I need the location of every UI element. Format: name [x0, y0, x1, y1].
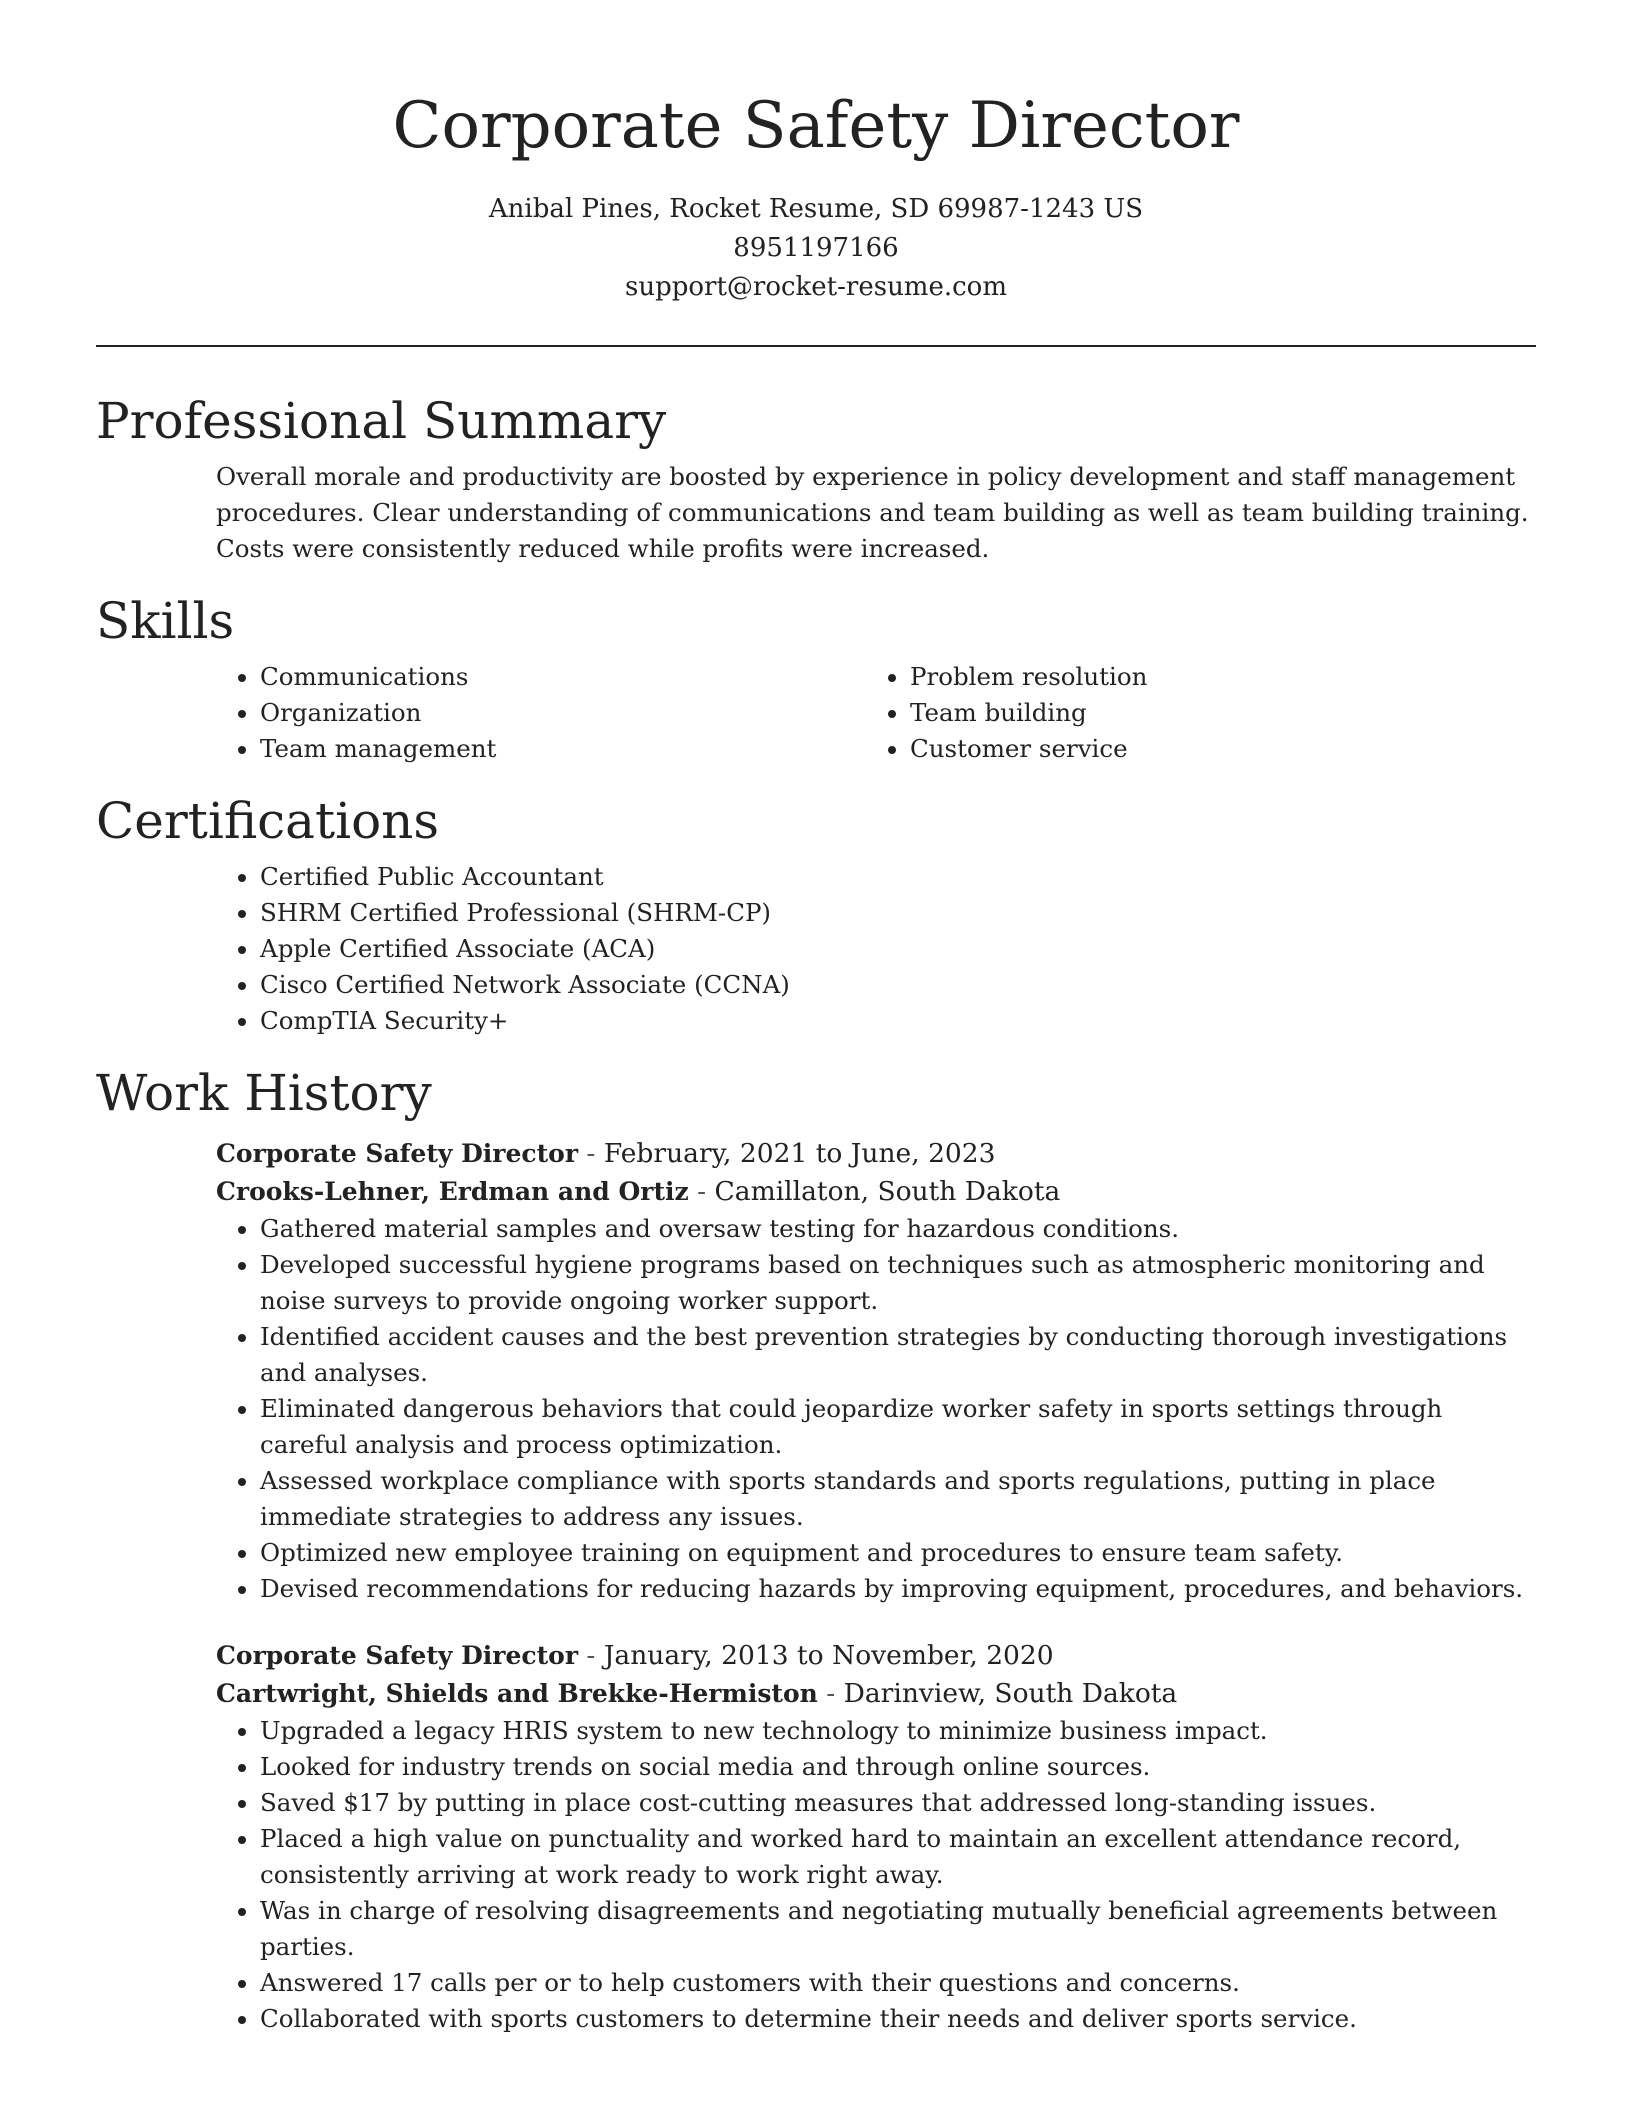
job-bullet: • Assessed workplace compliance with sports standards and sports regulations, putting in place immediate strategies to address any issues. [260, 1463, 1536, 1535]
skill-item: • Problem resolution [910, 659, 1516, 695]
skill-item: • Team management [260, 731, 866, 767]
certifications-heading: Certifications [96, 792, 440, 850]
job-bullet: • Collaborated with sports customers to determine their needs and deliver sports service. [260, 2001, 1536, 2037]
job-bullet: • Answered 17 calls per or to help customers with their questions and concerns. [260, 1965, 1536, 2001]
resume-header [96, 0, 1536, 307]
job-bullet: • Saved $17 by putting in place cost-cutting measures that addressed long-standing issues. [260, 1785, 1536, 1821]
job-company: Cartwright, Shields and Brekke-Hermiston [216, 1679, 818, 1708]
job-entry [216, 1637, 1536, 2037]
certifications-list [216, 859, 1536, 1039]
work-history-heading: Work History [96, 1064, 432, 1122]
summary-heading: Professional Summary [96, 392, 667, 450]
header-divider [96, 345, 1536, 347]
resume-page [96, 0, 1536, 2037]
job-bullet: • Eliminated dangerous behaviors that could jeopardize worker safety in sports settings through careful analysis and process optimization. [260, 1391, 1536, 1463]
job-company-line: Crooks-Lehner, Erdman and Ortiz - Camillaton, South Dakota [216, 1176, 1061, 1207]
skills-grid [216, 659, 1536, 767]
summary-section [96, 389, 1536, 567]
job-bullet: • Upgraded a legacy HRIS system to new technology to minimize business impact. [260, 1713, 1536, 1749]
job-bullets [216, 1211, 1536, 1607]
resume-name: Corporate Safety Director [392, 89, 1240, 163]
contact-phone: 8951197166 [733, 233, 899, 263]
job-dates: January, 2013 to November, 2020 [603, 1640, 1054, 1671]
certification-item: • SHRM Certified Professional (SHRM-CP) [260, 895, 1536, 931]
contact-email: support@rocket-resume.com [624, 272, 1007, 302]
job-title-line: Corporate Safety Director - January, 2013 to November, 2020 [216, 1640, 1054, 1671]
job-dates: February, 2021 to June, 2023 [603, 1138, 996, 1169]
skill-item: • Customer service [910, 731, 1516, 767]
job-bullet: • Gathered material samples and oversaw testing for hazardous conditions. [260, 1211, 1536, 1247]
certification-item: • Cisco Certified Network Associate (CCNA) [260, 967, 1536, 1003]
summary-text: Overall morale and productivity are boosted by experience in policy development and staff management procedures. Clear understanding of communications and team building as well as team building training. Costs were consistently reduced while profits were increased. [216, 462, 1529, 563]
job-bullet: • Placed a high value on punctuality and worked hard to maintain an excellent attendance record, consistently arriving at work ready to work right away. [260, 1821, 1536, 1893]
certifications-section [96, 789, 1536, 1039]
certification-item: • Certified Public Accountant [260, 859, 1536, 895]
job-location: Camillaton, South Dakota [714, 1176, 1061, 1207]
job-bullet: • Was in charge of resolving disagreements and negotiating mutually beneficial agreements between parties. [260, 1893, 1536, 1965]
job-bullet: • Looked for industry trends on social media and through online sources. [260, 1749, 1536, 1785]
job-location: Darinview, South Dakota [843, 1678, 1178, 1709]
skills-column-right [866, 659, 1516, 767]
skill-item: • Communications [260, 659, 866, 695]
job-company: Crooks-Lehner, Erdman and Ortiz [216, 1177, 689, 1206]
skills-column-left [216, 659, 866, 767]
skills-section [96, 589, 1536, 767]
work-history-section [96, 1061, 1536, 2037]
certification-item: • CompTIA Security+ [260, 1003, 1536, 1039]
job-bullets [216, 1713, 1536, 2037]
job-bullet: • Devised recommendations for reducing hazards by improving equipment, procedures, and behaviors. [260, 1571, 1536, 1607]
skill-item: • Organization [260, 695, 866, 731]
job-bullet: • Optimized new employee training on equipment and procedures to ensure team safety. [260, 1535, 1536, 1571]
skill-item: • Team building [910, 695, 1516, 731]
certification-item: • Apple Certified Associate (ACA) [260, 931, 1536, 967]
job-title: Corporate Safety Director [216, 1641, 578, 1670]
job-entry [216, 1135, 1536, 1607]
job-title-line: Corporate Safety Director - February, 2021 to June, 2023 [216, 1138, 996, 1169]
job-bullet: • Identified accident causes and the best prevention strategies by conducting thorough investigations and analyses. [260, 1319, 1536, 1391]
contact-address: Anibal Pines, Rocket Resume, SD 69987-1243 US [488, 194, 1144, 224]
skills-heading: Skills [96, 592, 235, 650]
job-company-line: Cartwright, Shields and Brekke-Hermiston - Darinview, South Dakota [216, 1678, 1178, 1709]
job-title: Corporate Safety Director [216, 1139, 578, 1168]
job-bullet: • Developed successful hygiene programs based on techniques such as atmospheric monitoring and noise surveys to provide ongoing worker support. [260, 1247, 1536, 1319]
